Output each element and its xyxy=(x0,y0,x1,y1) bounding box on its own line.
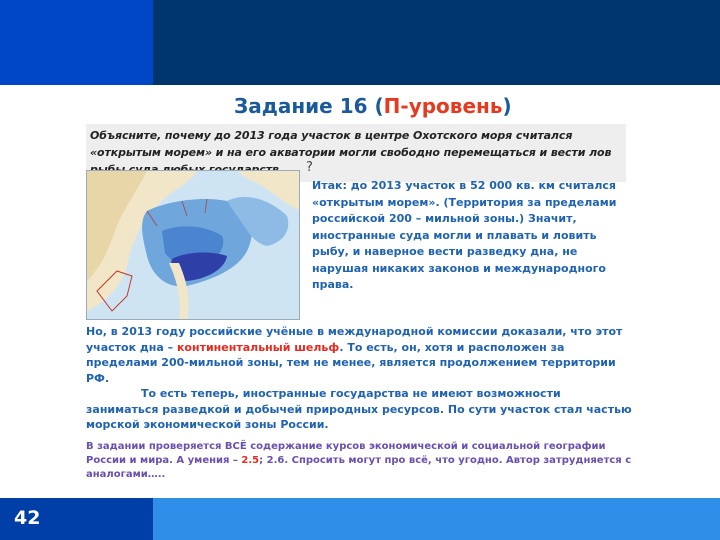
highlight-term: континентальный шельф xyxy=(176,340,340,354)
level-label: П-уровень xyxy=(383,94,503,118)
explanation-text: Но, в 2013 году российские учёные в международной комиссии доказали, что этот участок дна – континентальный шельф. То есть, он, хотя и расположен за пределами 200-мильной зоны, тем не менее, является продолжением территории РФ. То есть теперь, иностранные государства не имеют возможности заниматься разведкой и добычей природных ресурсов. По сути участок стал частью морской экономической зоны России. xyxy=(86,325,632,431)
skill-code: 2.5 xyxy=(241,455,260,466)
answer-text: Итак: до 2013 участок в 52 000 кв. км считался «открытым морем». (Территория за пределами российской 200 – мильной зоны.) Значит, иностранные суда могли и плавать и ловить рыбу, и наверное вести разведку дна, не нарушая никаких законов и международного права. xyxy=(312,179,617,291)
teacher-note: В задании проверяется ВСЁ содержание курсов экономической и социальной географии России и мира. А умения – 2.5; 2.6. Спросить могут про всё, что угодно. Автор затрудняется с аналогами….. xyxy=(86,441,632,480)
slide-number: 42 xyxy=(14,507,41,529)
header-band-left xyxy=(0,0,153,85)
header-band-right xyxy=(153,0,720,85)
okhotsk-sea-map-icon xyxy=(86,170,300,320)
question-mark: ? xyxy=(306,160,313,175)
footer-band-right xyxy=(153,498,720,540)
question-text: Объясните, почему до 2013 года участок в центре Охотского моря считался «открытым морем» и на его акватории могли свободно перемещаться и вести лов xyxy=(90,129,612,159)
page-title: Задание 16 (П-уровень) xyxy=(234,94,512,118)
